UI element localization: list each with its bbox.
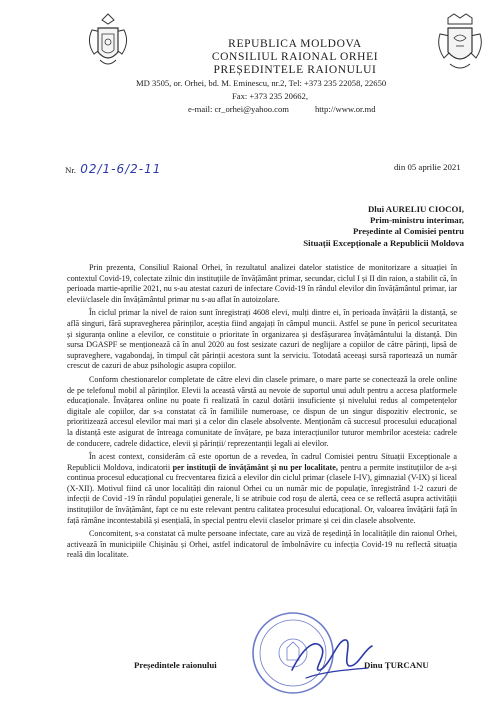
body-paragraph-4-part-a: În acest context, considerăm că este oportun de a revedea, în cadrul Comisiei pentru Situații Excepționale a Republicii Moldova, indicatorii — [67, 452, 457, 472]
moldova-coat-of-arms-icon — [84, 12, 132, 74]
addressee-block — [303, 204, 464, 249]
signatory-name: Dinu ȚURCANU — [364, 660, 429, 670]
header-council: CONSILIUL RAIONAL ORHEI — [211, 51, 379, 63]
addressee-title: Prim-ministru interimar, — [370, 215, 464, 226]
body-paragraph-3: Conform chestionarelor completate de către elevi din clasele primare, o mare parte se conectează la orele online de pe telefonul mobil al părinților. Elevii la această vârstă au nevoie de suportul unui adult pentru a accesa platformele educaționale. Învățarea online nu poate fi realizată în cazul dotării insuficiente și nivelului redus al competențelor digitale ale copiilor, dar s-a constatat că în familiile numeroase, ce dispun de un singur dispozitiv electronic, se prioritizează accesul elevilor mai mari și a celor din clasele absolvente. Menționăm că succesul procesului educațional la distanță este asigurat de întreaga comunitate de învățare, pe baza interacțiunilor tuturor membrilor acesteia: cadrele de conducere, cadrele didactice, elevii și părinții/ reprezentanții legali ai elevilor. — [67, 374, 457, 448]
body-paragraph-1: Prin prezenta, Consiliul Raional Orhei, în rezultatul analizei datelor statistice de monitorizare a situației în contextul Covid-19, colectate zilnic din instituțiile de învățământ primar, secundar, ciclul I și II din raion, a stabilit că, în perioada martie-aprilie 2021, nu s-au atestat cazuri de infectare Covid-19 în rândul elevilor din învățământul primar, iar elevii/clasele din învățământul primar nu s-au aflat în autoizolare. — [67, 263, 457, 304]
orhei-coat-of-arms-icon — [436, 12, 484, 74]
header-address: MD 3505, or. Orhei, bd. M. Eminescu, nr.2, Tel: +373 235 22058, 22650 — [136, 78, 387, 88]
header-fax: Fax: +373 235 20662, — [232, 91, 308, 101]
header-email: e-mail: cr_orhei@yahoo.com — [188, 104, 289, 114]
reference-number-handwritten: 02/1-6/2-11 — [80, 162, 162, 176]
handwritten-signature-icon — [286, 626, 378, 690]
addressee-role: Președinte al Comisiei pentru — [352, 226, 464, 237]
body-paragraph-4-emphasis: per instituții de învățământ și nu per localitate, — [172, 462, 338, 472]
body-paragraph-4 — [67, 452, 457, 526]
addressee-commission: Situații Excepționale a Republicii Moldova — [303, 237, 464, 248]
reference-number — [65, 162, 161, 176]
reference-number-label: Nr. — [65, 165, 76, 175]
body-paragraph-2: În ciclul primar la nivel de raion sunt înregistrați 4608 elevi, mulți dintre ei, în perioada învățării la distanță, se află singuri, fără supravegherea părinților, aceștia fiind angajați în câmpul muncii. Astfel se pune în pericol securitatea și siguranța online a elevilor, ce constituie o prioritate în organizarea și desfășurarea învățământului la distanță. Din sursa DGASPF se menționează că în anul 2020 au fost sesizate cazuri de neglijare a copiilor de către părinți, lipsă de supraveghere, vagabondaj, în timpul cât părinții acestora sunt la serviciu. Totodată aceeași sursă raportează un număr crescut de cazuri de abuz psihologic asupra copiilor. — [67, 308, 457, 371]
header-contacts — [188, 104, 376, 115]
document-date: din 05 aprilie 2021 — [394, 162, 461, 172]
header-country: REPUBLICA MOLDOVA — [228, 38, 362, 50]
letter-body — [67, 263, 457, 564]
body-paragraph-4-part-b: pentru a permite instituțiilor de a-și continua procesul educațional cu frecventarea fizică a elevilor din ciclul primar (clasele I-IV), gimnazial (V-IX) și liceal (X-XII). Motivul fiind că unor localități din raionul Orhei cu un număr mic de populație, înregistrând 1-2 cazuri de infecții de Covid -19 în rândul populației generale, li se atribuie cod roșu de alertă, ceea ce se reflectă asupra activității instituțiilor de învățământ, fapt ce nu este relevant pentru calitatea procesului educațional. Or, valoarea învățării față în față rămâne incontestabilă și esențială, în special pentru elevii claselor primare și cei din clasele absolvente. — [67, 462, 457, 525]
body-paragraph-5: Concomitent, s-a constatat că multe persoane infectate, care au viză de reședință în localitățile din raionul Orhei, activează în municipiile Chișinău și Orhei, astfel indicatorul de îmbolnăvire cu infecția Covid-19 nu reflectă situația reală din localitate. — [67, 529, 457, 560]
addressee-name: Dlui AURELIU CIOCOI, — [367, 204, 464, 214]
signatory-role: Președintele raionului — [134, 660, 217, 670]
header-office: PREȘEDINTELE RAIONULUI — [213, 64, 377, 76]
header-website: http://www.or.md — [314, 104, 376, 114]
